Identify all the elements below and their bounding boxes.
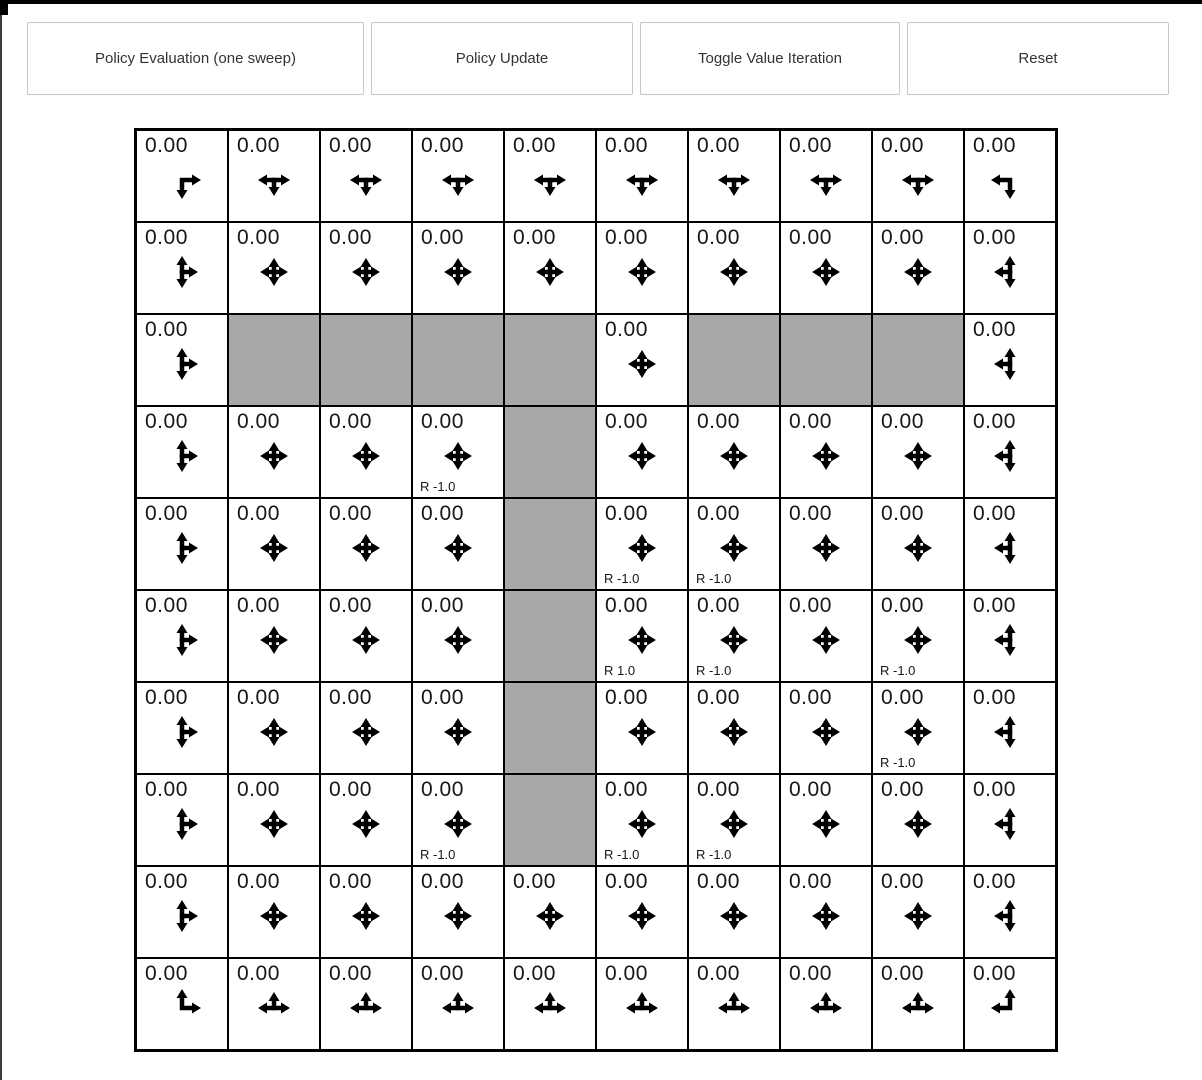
grid-cell xyxy=(597,499,687,589)
policy-arrows-udlr xyxy=(711,249,757,295)
policy-arrows-udlr xyxy=(435,709,481,755)
reward-label: R -1.0 xyxy=(420,847,456,862)
grid-cell xyxy=(321,775,411,865)
state-value: 0.00 xyxy=(881,226,924,249)
policy-arrows-lrd xyxy=(343,157,389,203)
grid-cell xyxy=(873,683,963,773)
policy-arrows-udr xyxy=(159,249,205,295)
grid-cell xyxy=(321,499,411,589)
state-value: 0.00 xyxy=(697,502,740,525)
grid-cell xyxy=(781,683,871,773)
grid-cell xyxy=(321,407,411,497)
state-value: 0.00 xyxy=(697,778,740,801)
policy-arrows-lru xyxy=(895,985,941,1031)
state-value: 0.00 xyxy=(513,134,556,157)
policy-arrows-udlr xyxy=(343,249,389,295)
reward-label: R -1.0 xyxy=(696,663,732,678)
policy-arrows-udlr xyxy=(251,249,297,295)
state-value: 0.00 xyxy=(697,870,740,893)
state-value: 0.00 xyxy=(329,594,372,617)
policy-arrows-udlr xyxy=(435,433,481,479)
state-value: 0.00 xyxy=(881,962,924,985)
grid-cell xyxy=(321,223,411,313)
state-value: 0.00 xyxy=(145,134,188,157)
policy-arrows-udlr xyxy=(895,893,941,939)
policy-arrows-udl xyxy=(987,893,1033,939)
policy-arrows-udl xyxy=(987,249,1033,295)
reward-label: R -1.0 xyxy=(696,571,732,586)
toggle-value-iteration-button[interactable]: Toggle Value Iteration xyxy=(640,22,900,95)
grid-cell xyxy=(229,407,319,497)
grid-cell xyxy=(137,775,227,865)
grid-cell xyxy=(137,867,227,957)
grid-cell xyxy=(597,867,687,957)
state-value: 0.00 xyxy=(513,962,556,985)
state-value: 0.00 xyxy=(421,226,464,249)
grid-cell xyxy=(965,131,1055,221)
state-value: 0.00 xyxy=(973,502,1016,525)
policy-arrows-udr xyxy=(159,893,205,939)
reset-button[interactable]: Reset xyxy=(907,22,1169,95)
policy-arrows-lrd xyxy=(803,157,849,203)
policy-arrows-udr xyxy=(159,709,205,755)
policy-arrows-lru xyxy=(803,985,849,1031)
policy-arrows-udlr xyxy=(619,801,665,847)
grid-cell xyxy=(321,683,411,773)
state-value: 0.00 xyxy=(973,410,1016,433)
grid-cell xyxy=(597,683,687,773)
state-value: 0.00 xyxy=(421,594,464,617)
grid-cell xyxy=(781,131,871,221)
state-value: 0.00 xyxy=(329,226,372,249)
grid-cell xyxy=(689,867,779,957)
state-value: 0.00 xyxy=(145,410,188,433)
state-value: 0.00 xyxy=(605,502,648,525)
policy-arrows-lrd xyxy=(251,157,297,203)
policy-arrows-ur xyxy=(159,985,205,1031)
policy-arrows-udl xyxy=(987,525,1033,571)
state-value: 0.00 xyxy=(973,134,1016,157)
grid-cell xyxy=(873,775,963,865)
state-value: 0.00 xyxy=(881,594,924,617)
policy-arrows-udl xyxy=(987,709,1033,755)
grid-wall-cell xyxy=(505,591,595,681)
grid-cell xyxy=(965,959,1055,1049)
policy-arrows-udlr xyxy=(527,249,573,295)
state-value: 0.00 xyxy=(973,778,1016,801)
grid-cell xyxy=(965,407,1055,497)
grid-cell xyxy=(597,775,687,865)
state-value: 0.00 xyxy=(329,870,372,893)
state-value: 0.00 xyxy=(421,502,464,525)
state-value: 0.00 xyxy=(973,686,1016,709)
policy-arrows-udr xyxy=(159,525,205,571)
gridworld-grid xyxy=(134,128,1058,1052)
grid-cell xyxy=(873,131,963,221)
grid-cell xyxy=(781,775,871,865)
grid-cell xyxy=(413,959,503,1049)
state-value: 0.00 xyxy=(513,226,556,249)
state-value: 0.00 xyxy=(329,134,372,157)
state-value: 0.00 xyxy=(789,410,832,433)
grid-cell xyxy=(413,775,503,865)
grid-cell xyxy=(505,223,595,313)
grid-cell xyxy=(689,775,779,865)
grid-cell xyxy=(873,223,963,313)
state-value: 0.00 xyxy=(697,962,740,985)
state-value: 0.00 xyxy=(881,410,924,433)
state-value: 0.00 xyxy=(421,410,464,433)
policy-arrows-udlr xyxy=(711,801,757,847)
policy-arrows-ul xyxy=(987,985,1033,1031)
grid-cell xyxy=(873,407,963,497)
policy-arrows-lru xyxy=(527,985,573,1031)
policy-arrows-udlr xyxy=(619,617,665,663)
state-value: 0.00 xyxy=(237,686,280,709)
policy-arrows-lru xyxy=(435,985,481,1031)
policy-arrows-udlr xyxy=(803,433,849,479)
grid-cell xyxy=(229,867,319,957)
state-value: 0.00 xyxy=(881,778,924,801)
policy-arrows-ld xyxy=(987,157,1033,203)
state-value: 0.00 xyxy=(329,410,372,433)
grid-cell xyxy=(689,407,779,497)
policy-arrows-lrd xyxy=(895,157,941,203)
grid-cell xyxy=(597,315,687,405)
screen-corner-edge xyxy=(0,0,8,15)
grid-wall-cell xyxy=(873,315,963,405)
state-value: 0.00 xyxy=(329,962,372,985)
grid-cell xyxy=(781,867,871,957)
policy-arrows-udr xyxy=(159,433,205,479)
grid-wall-cell xyxy=(505,315,595,405)
state-value: 0.00 xyxy=(973,226,1016,249)
grid-cell xyxy=(965,315,1055,405)
state-value: 0.00 xyxy=(789,686,832,709)
policy-arrows-udlr xyxy=(343,893,389,939)
grid-cell xyxy=(229,499,319,589)
state-value: 0.00 xyxy=(237,134,280,157)
policy-arrows-udlr xyxy=(895,617,941,663)
policy-arrows-udlr xyxy=(711,433,757,479)
state-value: 0.00 xyxy=(145,778,188,801)
policy-arrows-udlr xyxy=(803,801,849,847)
state-value: 0.00 xyxy=(605,318,648,341)
state-value: 0.00 xyxy=(789,962,832,985)
policy-evaluation-button[interactable]: Policy Evaluation (one sweep) xyxy=(27,22,364,95)
grid-cell xyxy=(965,683,1055,773)
policy-arrows-udl xyxy=(987,801,1033,847)
reward-label: R -1.0 xyxy=(696,847,732,862)
state-value: 0.00 xyxy=(973,594,1016,617)
reward-label: R -1.0 xyxy=(604,571,640,586)
grid-wall-cell xyxy=(505,775,595,865)
grid-cell xyxy=(965,775,1055,865)
grid-cell xyxy=(965,223,1055,313)
policy-arrows-udlr xyxy=(619,893,665,939)
grid-wall-cell xyxy=(505,407,595,497)
policy-arrows-lrd xyxy=(619,157,665,203)
grid-cell xyxy=(597,591,687,681)
grid-cell xyxy=(137,131,227,221)
reward-label: R -1.0 xyxy=(420,479,456,494)
grid-wall-cell xyxy=(689,315,779,405)
grid-cell xyxy=(965,867,1055,957)
policy-arrows-udlr xyxy=(803,525,849,571)
grid-cell xyxy=(689,499,779,589)
screen-left-edge xyxy=(0,0,2,1080)
grid-wall-cell xyxy=(229,315,319,405)
policy-arrows-udlr xyxy=(895,709,941,755)
policy-arrows-udlr xyxy=(343,617,389,663)
policy-arrows-udlr xyxy=(343,801,389,847)
policy-arrows-lru xyxy=(251,985,297,1031)
grid-cell xyxy=(137,315,227,405)
grid-cell xyxy=(505,959,595,1049)
grid-cell xyxy=(413,867,503,957)
reward-label: R -1.0 xyxy=(604,847,640,862)
policy-arrows-udl xyxy=(987,617,1033,663)
policy-arrows-udlr xyxy=(711,893,757,939)
policy-arrows-udlr xyxy=(251,617,297,663)
grid-cell xyxy=(597,131,687,221)
grid-cell xyxy=(229,959,319,1049)
policy-arrows-udlr xyxy=(435,249,481,295)
policy-arrows-udlr xyxy=(435,525,481,571)
state-value: 0.00 xyxy=(697,134,740,157)
grid-cell xyxy=(229,223,319,313)
reward-label: R 1.0 xyxy=(604,663,636,678)
grid-cell xyxy=(689,131,779,221)
state-value: 0.00 xyxy=(789,594,832,617)
state-value: 0.00 xyxy=(881,134,924,157)
state-value: 0.00 xyxy=(881,686,924,709)
grid-cell xyxy=(505,867,595,957)
state-value: 0.00 xyxy=(973,962,1016,985)
state-value: 0.00 xyxy=(237,410,280,433)
state-value: 0.00 xyxy=(421,134,464,157)
state-value: 0.00 xyxy=(605,594,648,617)
grid-cell xyxy=(321,131,411,221)
state-value: 0.00 xyxy=(697,594,740,617)
grid-cell xyxy=(597,959,687,1049)
policy-arrows-udlr xyxy=(343,525,389,571)
grid-cell xyxy=(873,591,963,681)
policy-arrows-udlr xyxy=(895,249,941,295)
policy-arrows-udlr xyxy=(251,709,297,755)
grid-cell xyxy=(413,499,503,589)
state-value: 0.00 xyxy=(145,502,188,525)
grid-cell xyxy=(689,683,779,773)
grid-cell xyxy=(137,959,227,1049)
policy-arrows-udlr xyxy=(895,801,941,847)
policy-arrows-udlr xyxy=(619,525,665,571)
policy-arrows-udlr xyxy=(619,341,665,387)
grid-cell xyxy=(965,591,1055,681)
policy-update-button[interactable]: Policy Update xyxy=(371,22,633,95)
grid-cell xyxy=(689,959,779,1049)
state-value: 0.00 xyxy=(605,410,648,433)
grid-cell xyxy=(229,591,319,681)
reward-label: R -1.0 xyxy=(880,663,916,678)
grid-cell xyxy=(689,591,779,681)
grid-cell xyxy=(229,683,319,773)
grid-wall-cell xyxy=(781,315,871,405)
grid-cell xyxy=(229,131,319,221)
state-value: 0.00 xyxy=(605,686,648,709)
policy-arrows-udr xyxy=(159,341,205,387)
grid-cell xyxy=(413,683,503,773)
grid-cell xyxy=(229,775,319,865)
toolbar xyxy=(27,22,1169,95)
policy-arrows-udlr xyxy=(895,433,941,479)
policy-arrows-udr xyxy=(159,617,205,663)
policy-arrows-udlr xyxy=(803,249,849,295)
grid-cell xyxy=(137,683,227,773)
state-value: 0.00 xyxy=(973,870,1016,893)
grid-cell xyxy=(413,131,503,221)
grid-wall-cell xyxy=(321,315,411,405)
grid-cell xyxy=(137,499,227,589)
state-value: 0.00 xyxy=(605,778,648,801)
reward-label: R -1.0 xyxy=(880,755,916,770)
policy-arrows-dr xyxy=(159,157,205,203)
state-value: 0.00 xyxy=(789,870,832,893)
grid-cell xyxy=(873,499,963,589)
state-value: 0.00 xyxy=(789,226,832,249)
policy-arrows-lrd xyxy=(527,157,573,203)
state-value: 0.00 xyxy=(697,226,740,249)
state-value: 0.00 xyxy=(329,778,372,801)
state-value: 0.00 xyxy=(237,870,280,893)
grid-wall-cell xyxy=(505,683,595,773)
grid-cell xyxy=(321,591,411,681)
grid-cell xyxy=(781,407,871,497)
grid-cell xyxy=(781,223,871,313)
policy-arrows-udlr xyxy=(343,433,389,479)
state-value: 0.00 xyxy=(605,962,648,985)
state-value: 0.00 xyxy=(329,502,372,525)
policy-arrows-udlr xyxy=(895,525,941,571)
state-value: 0.00 xyxy=(237,962,280,985)
screen-top-edge xyxy=(0,0,1202,4)
policy-arrows-udlr xyxy=(803,709,849,755)
grid-cell xyxy=(413,591,503,681)
state-value: 0.00 xyxy=(421,686,464,709)
state-value: 0.00 xyxy=(973,318,1016,341)
state-value: 0.00 xyxy=(605,134,648,157)
grid-cell xyxy=(597,407,687,497)
grid-cell xyxy=(413,407,503,497)
grid-cell xyxy=(597,223,687,313)
state-value: 0.00 xyxy=(421,778,464,801)
policy-arrows-udlr xyxy=(251,801,297,847)
state-value: 0.00 xyxy=(789,134,832,157)
policy-arrows-udlr xyxy=(711,709,757,755)
policy-arrows-udlr xyxy=(803,893,849,939)
grid-cell xyxy=(505,131,595,221)
state-value: 0.00 xyxy=(145,962,188,985)
state-value: 0.00 xyxy=(789,778,832,801)
policy-arrows-udlr xyxy=(711,617,757,663)
state-value: 0.00 xyxy=(145,318,188,341)
policy-arrows-udl xyxy=(987,433,1033,479)
grid-cell xyxy=(689,223,779,313)
policy-arrows-udlr xyxy=(619,433,665,479)
state-value: 0.00 xyxy=(697,686,740,709)
state-value: 0.00 xyxy=(421,962,464,985)
state-value: 0.00 xyxy=(881,870,924,893)
policy-arrows-udlr xyxy=(251,525,297,571)
policy-arrows-lru xyxy=(343,985,389,1031)
grid-cell xyxy=(137,223,227,313)
policy-arrows-udlr xyxy=(527,893,573,939)
state-value: 0.00 xyxy=(605,226,648,249)
grid-cell xyxy=(321,867,411,957)
policy-arrows-udlr xyxy=(435,801,481,847)
policy-arrows-udlr xyxy=(343,709,389,755)
grid-wall-cell xyxy=(413,315,503,405)
grid-cell xyxy=(137,591,227,681)
state-value: 0.00 xyxy=(237,594,280,617)
grid-cell xyxy=(137,407,227,497)
policy-arrows-udlr xyxy=(435,893,481,939)
state-value: 0.00 xyxy=(237,226,280,249)
state-value: 0.00 xyxy=(237,502,280,525)
policy-arrows-lru xyxy=(619,985,665,1031)
grid-cell xyxy=(873,867,963,957)
policy-arrows-udlr xyxy=(251,433,297,479)
state-value: 0.00 xyxy=(513,870,556,893)
state-value: 0.00 xyxy=(421,870,464,893)
state-value: 0.00 xyxy=(145,594,188,617)
state-value: 0.00 xyxy=(145,870,188,893)
policy-arrows-udlr xyxy=(251,893,297,939)
grid-cell xyxy=(781,959,871,1049)
grid-cell xyxy=(321,959,411,1049)
state-value: 0.00 xyxy=(789,502,832,525)
state-value: 0.00 xyxy=(329,686,372,709)
grid-cell xyxy=(781,591,871,681)
grid-cell xyxy=(873,959,963,1049)
policy-arrows-udlr xyxy=(619,709,665,755)
state-value: 0.00 xyxy=(145,226,188,249)
state-value: 0.00 xyxy=(697,410,740,433)
policy-arrows-lrd xyxy=(711,157,757,203)
policy-arrows-lrd xyxy=(435,157,481,203)
state-value: 0.00 xyxy=(237,778,280,801)
grid-wall-cell xyxy=(505,499,595,589)
policy-arrows-lru xyxy=(711,985,757,1031)
grid-cell xyxy=(781,499,871,589)
policy-arrows-udl xyxy=(987,341,1033,387)
state-value: 0.00 xyxy=(881,502,924,525)
policy-arrows-udlr xyxy=(711,525,757,571)
policy-arrows-udlr xyxy=(435,617,481,663)
state-value: 0.00 xyxy=(145,686,188,709)
policy-arrows-udlr xyxy=(619,249,665,295)
grid-cell xyxy=(413,223,503,313)
policy-arrows-udlr xyxy=(803,617,849,663)
state-value: 0.00 xyxy=(605,870,648,893)
grid-cell xyxy=(965,499,1055,589)
policy-arrows-udr xyxy=(159,801,205,847)
